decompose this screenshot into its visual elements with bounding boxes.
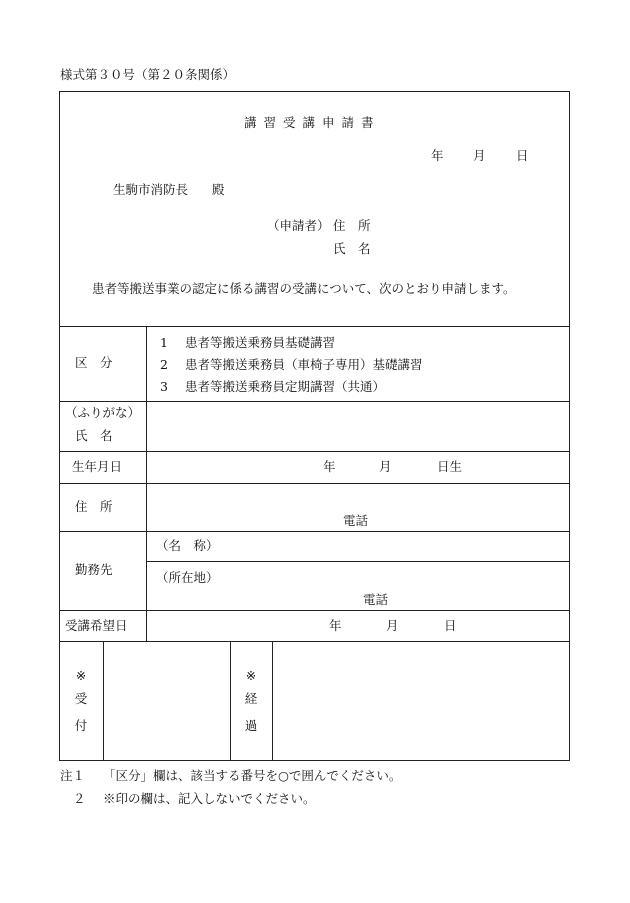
category-option-text[interactable]: 患者等搬送乗務員基礎講習 xyxy=(185,335,336,350)
column-divider xyxy=(230,641,231,761)
progress-char: 過 xyxy=(244,718,258,733)
divider xyxy=(59,531,570,532)
divider xyxy=(59,483,570,484)
address-phone-label: 電話 xyxy=(343,513,369,528)
reception-char: 付 xyxy=(74,718,88,733)
workplace-name-label: （名 称） xyxy=(156,538,219,553)
applicant-address-label: 住 所 xyxy=(333,218,371,233)
progress-char: 経 xyxy=(244,691,258,706)
furigana-label: （ふりがな） xyxy=(65,405,141,420)
divider xyxy=(59,401,570,402)
category-option-text[interactable]: 患者等搬送乗務員（車椅子専用）基礎講習 xyxy=(185,357,423,372)
workplace-label: 勤務先 xyxy=(75,562,113,577)
preferred-day-label: 日 xyxy=(444,618,457,633)
divider xyxy=(59,451,570,452)
date-year-label: 年 xyxy=(431,148,444,163)
birth-year-label: 年 xyxy=(323,459,336,474)
reception-mark: ※ xyxy=(75,668,87,683)
form-number: 様式第３０号（第２０条関係） xyxy=(60,67,236,82)
column-divider xyxy=(146,326,147,641)
category-option-text[interactable]: 患者等搬送乗務員定期講習（共通） xyxy=(185,379,386,394)
progress-mark: ※ xyxy=(245,668,257,683)
divider xyxy=(59,641,570,642)
preferred-month-label: 月 xyxy=(386,618,399,633)
birth-month-label: 月 xyxy=(379,459,392,474)
note-prefix: 注１ xyxy=(60,768,86,783)
divider xyxy=(59,326,570,327)
preferred-date-label: 受講希望日 xyxy=(65,618,128,633)
note-text: 「区分」欄は、該当する番号を○で囲んでください。 xyxy=(103,768,402,783)
date-day-label: 日 xyxy=(516,148,529,163)
category-option-number[interactable]: 3 xyxy=(160,379,168,394)
category-option-number[interactable]: 1 xyxy=(160,335,168,350)
birth-date-label: 生年月日 xyxy=(72,459,123,474)
date-month-label: 月 xyxy=(473,148,486,163)
application-statement: 患者等搬送事業の認定に係る講習の受講について、次のとおり申請します。 xyxy=(92,281,516,296)
preferred-year-label: 年 xyxy=(329,618,342,633)
column-divider xyxy=(272,641,273,761)
form-title: 講習受講申請書 xyxy=(244,115,381,130)
note-prefix: ２ xyxy=(73,791,86,806)
workplace-phone-label: 電話 xyxy=(363,592,389,607)
applicant-label: （申請者） xyxy=(267,218,330,233)
category-option-number[interactable]: 2 xyxy=(160,357,168,372)
applicant-name-label: 氏 名 xyxy=(333,241,371,256)
address-label: 住 所 xyxy=(75,499,113,514)
birth-day-label: 日生 xyxy=(437,459,463,474)
addressee-suffix: 殿 xyxy=(212,182,225,197)
category-label: 区 分 xyxy=(75,355,113,370)
reception-char: 受 xyxy=(74,691,88,706)
column-divider xyxy=(103,641,104,761)
divider xyxy=(59,610,570,611)
addressee: 生駒市消防長 xyxy=(113,182,189,197)
note-text: ※印の欄は、記入しないでください。 xyxy=(103,791,316,806)
workplace-location-label: （所在地） xyxy=(156,570,219,585)
divider xyxy=(146,561,570,562)
name-label: 氏 名 xyxy=(75,428,113,443)
name-field[interactable] xyxy=(220,424,550,444)
